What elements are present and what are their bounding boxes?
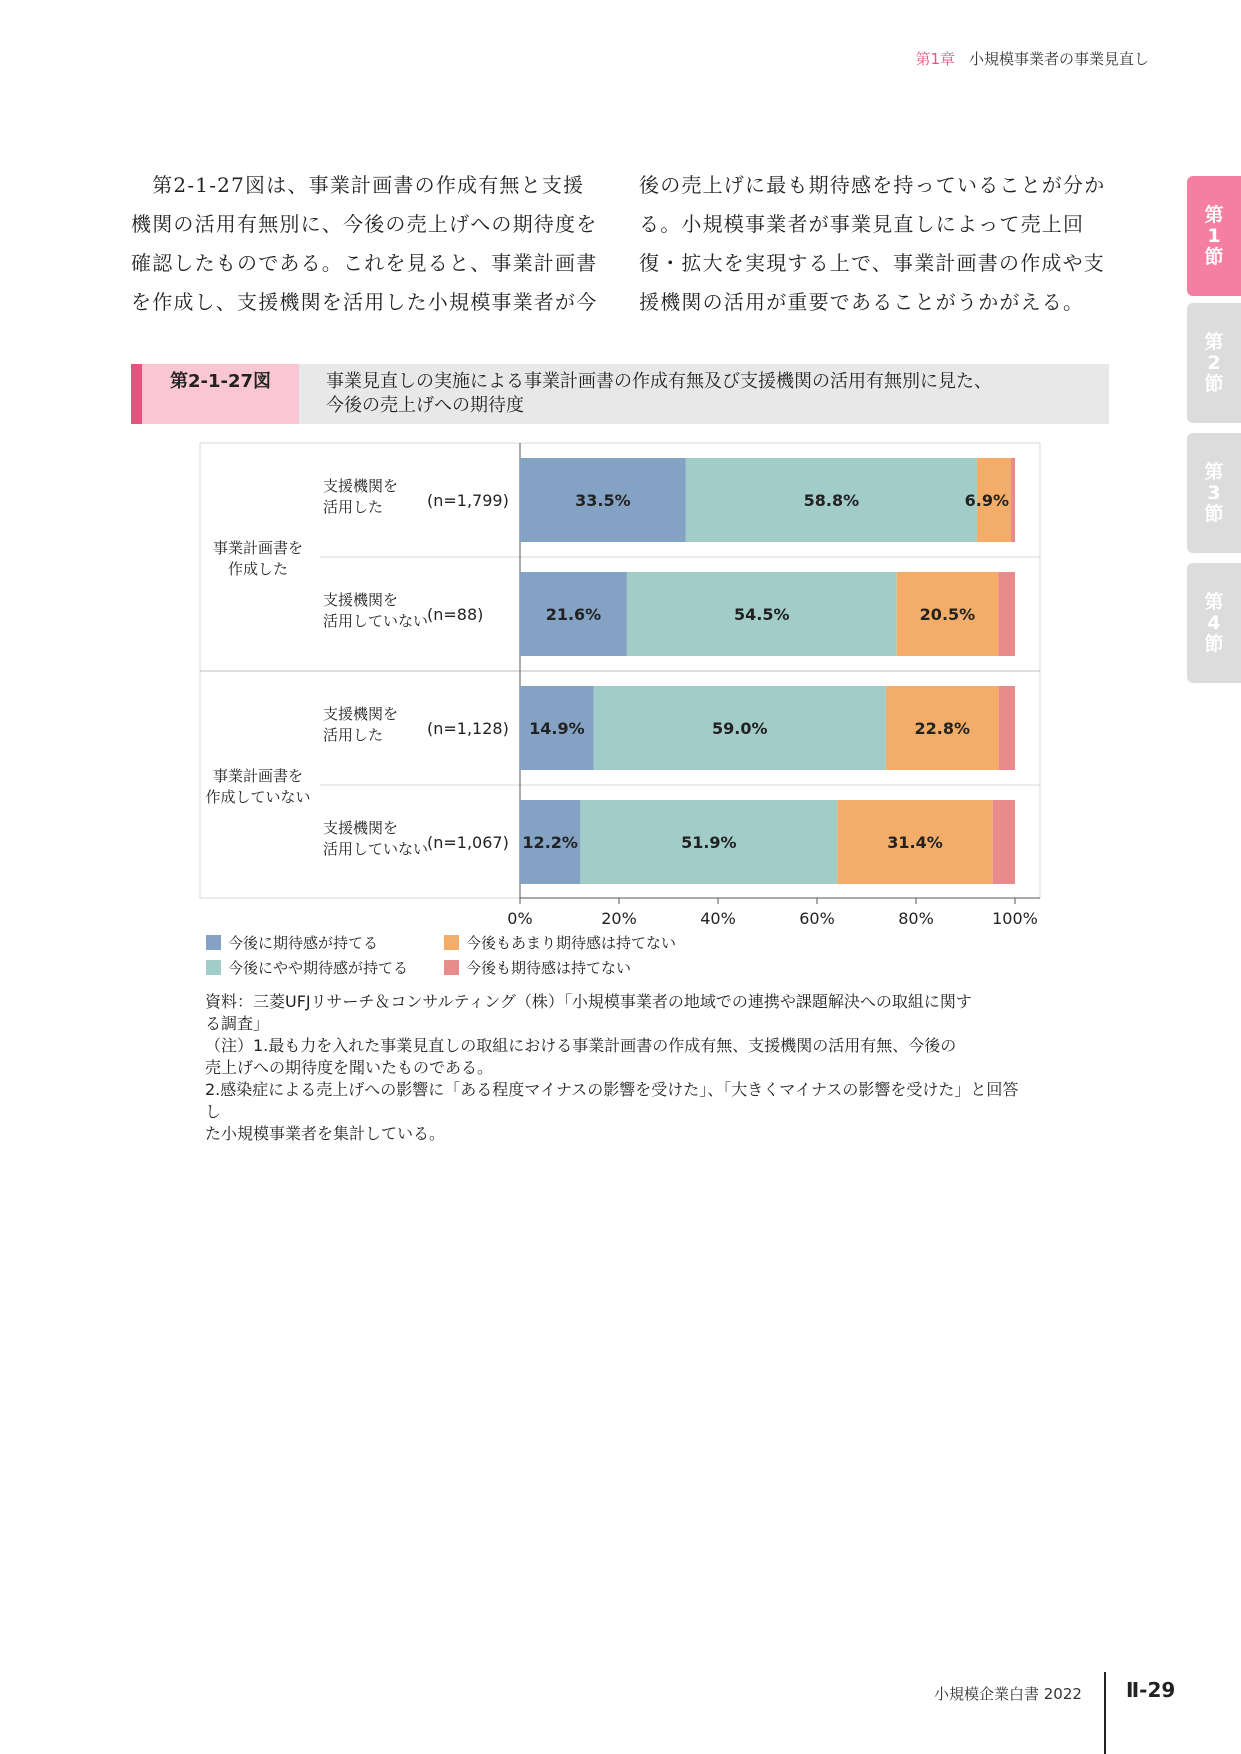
chapter-label: 第1章: [915, 50, 955, 68]
legend-swatch: [444, 960, 459, 975]
note-line: （注）1.最も力を入れた事業見直しの取組における事業計画書の作成有無、支援機関の活用有無、今後の: [205, 1036, 957, 1055]
figure-title: 事業見直しの実施による事業計画書の作成有無及び支援機関の活用有無別に見た、 今後の売上げへの期待度: [326, 371, 992, 416]
bar-segment: [998, 572, 1015, 656]
figure-number: 第2-1-27図: [142, 364, 299, 424]
note-line: 売上げへの期待度を聞いたものである。: [205, 1058, 494, 1077]
category-label: 支援機関を: [323, 819, 399, 837]
bar-segment: [999, 686, 1015, 770]
category-label: 活用していない: [323, 612, 429, 630]
figure-notes: [205, 991, 1025, 1145]
legend-item-2: 今後もあまり期待感は持てない: [444, 932, 676, 953]
note-line: 資料：三菱UFJリサーチ＆コンサルティング（株）「小規模事業者の地域での連携や課題解決への取組に関す: [205, 992, 972, 1011]
sample-size-label: (n=88): [427, 605, 484, 624]
data-label: 14.9%: [529, 719, 585, 738]
side-tab-section-4[interactable]: 第 4 節: [1187, 563, 1241, 683]
publication-title: 小規模企業白書 2022: [934, 1685, 1082, 1703]
group-label: 事業計画書を: [212, 767, 304, 785]
note-line: 2.感染症による売上げへの影響に「ある程度マイナスの影響を受けた」、「大きくマイナスの影響を受けた」と回答し: [205, 1080, 1019, 1121]
sample-size-label: (n=1,067): [427, 833, 509, 852]
side-tab-section-3[interactable]: 第 3 節: [1187, 433, 1241, 553]
data-label: 51.9%: [681, 833, 737, 852]
legend-swatch: [444, 935, 459, 950]
body-line: 援機関の活用が重要であることがうかがえる。: [639, 290, 1085, 314]
page-number: Ⅱ-29: [1126, 1678, 1176, 1702]
footer-divider: [1104, 1672, 1106, 1754]
data-label: 59.0%: [712, 719, 768, 738]
body-line: 確認したものである。これを見ると、事業計画書: [131, 251, 598, 275]
body-line: 後の売上げに最も期待感を持っていることが分か: [639, 173, 1106, 197]
body-line: る。小規模事業者が事業見直しによって売上回: [639, 212, 1085, 236]
data-label: 12.2%: [522, 833, 578, 852]
group-label: 作成した: [227, 560, 289, 578]
note-line: る調査」: [205, 1014, 270, 1033]
data-label: 33.5%: [575, 491, 631, 510]
legend-swatch: [206, 960, 221, 975]
data-label: 6.9%: [964, 491, 1010, 510]
sample-size-label: (n=1,128): [427, 719, 509, 738]
x-tick-label: 0%: [507, 909, 533, 928]
x-tick-label: 100%: [992, 909, 1038, 928]
group-label: 作成していない: [205, 788, 311, 806]
legend-swatch: [206, 935, 221, 950]
side-tab-section-1[interactable]: 第 1 節: [1187, 176, 1241, 296]
bar-segment: [1011, 458, 1015, 542]
legend-item-3: 今後も期待感は持てない: [444, 957, 631, 978]
data-label: 22.8%: [914, 719, 970, 738]
sample-size-label: (n=1,799): [427, 491, 509, 510]
body-line: 機関の活用有無別に、今後の売上げへの期待度を: [131, 212, 598, 236]
legend-item-1: 今後にやや期待感が持てる: [206, 957, 408, 978]
data-label: 58.8%: [803, 491, 860, 510]
body-line: を作成し、支援機関を活用した小規模事業者が今: [131, 290, 598, 314]
body-line: 第2-1-27図は、事業計画書の作成有無と支援: [131, 173, 585, 197]
group-label: 事業計画書を: [212, 539, 304, 557]
category-label: 支援機関を: [323, 705, 399, 723]
category-label: 活用していない: [323, 840, 429, 858]
legend-item-0: 今後に期待感が持てる: [206, 932, 378, 953]
chapter-title: 小規模事業者の事業見直し: [968, 50, 1149, 68]
category-label: 活用した: [323, 498, 384, 516]
x-tick-label: 80%: [898, 909, 934, 928]
category-label: 活用した: [323, 726, 384, 744]
data-label: 20.5%: [919, 605, 976, 624]
side-tab-section-2[interactable]: 第 2 節: [1187, 303, 1241, 423]
category-label: 支援機関を: [323, 477, 399, 495]
x-tick-label: 20%: [601, 909, 637, 928]
x-tick-label: 40%: [700, 909, 736, 928]
data-label: 54.5%: [734, 605, 790, 624]
note-line: た小規模事業者を集計している。: [205, 1124, 446, 1143]
bar-segment: [993, 800, 1015, 884]
category-label: 支援機関を: [323, 591, 399, 609]
data-label: 21.6%: [545, 605, 602, 624]
x-tick-label: 60%: [799, 909, 835, 928]
body-line: 復・拡大を実現する上で、事業計画書の作成や支: [639, 251, 1105, 275]
data-label: 31.4%: [887, 833, 943, 852]
